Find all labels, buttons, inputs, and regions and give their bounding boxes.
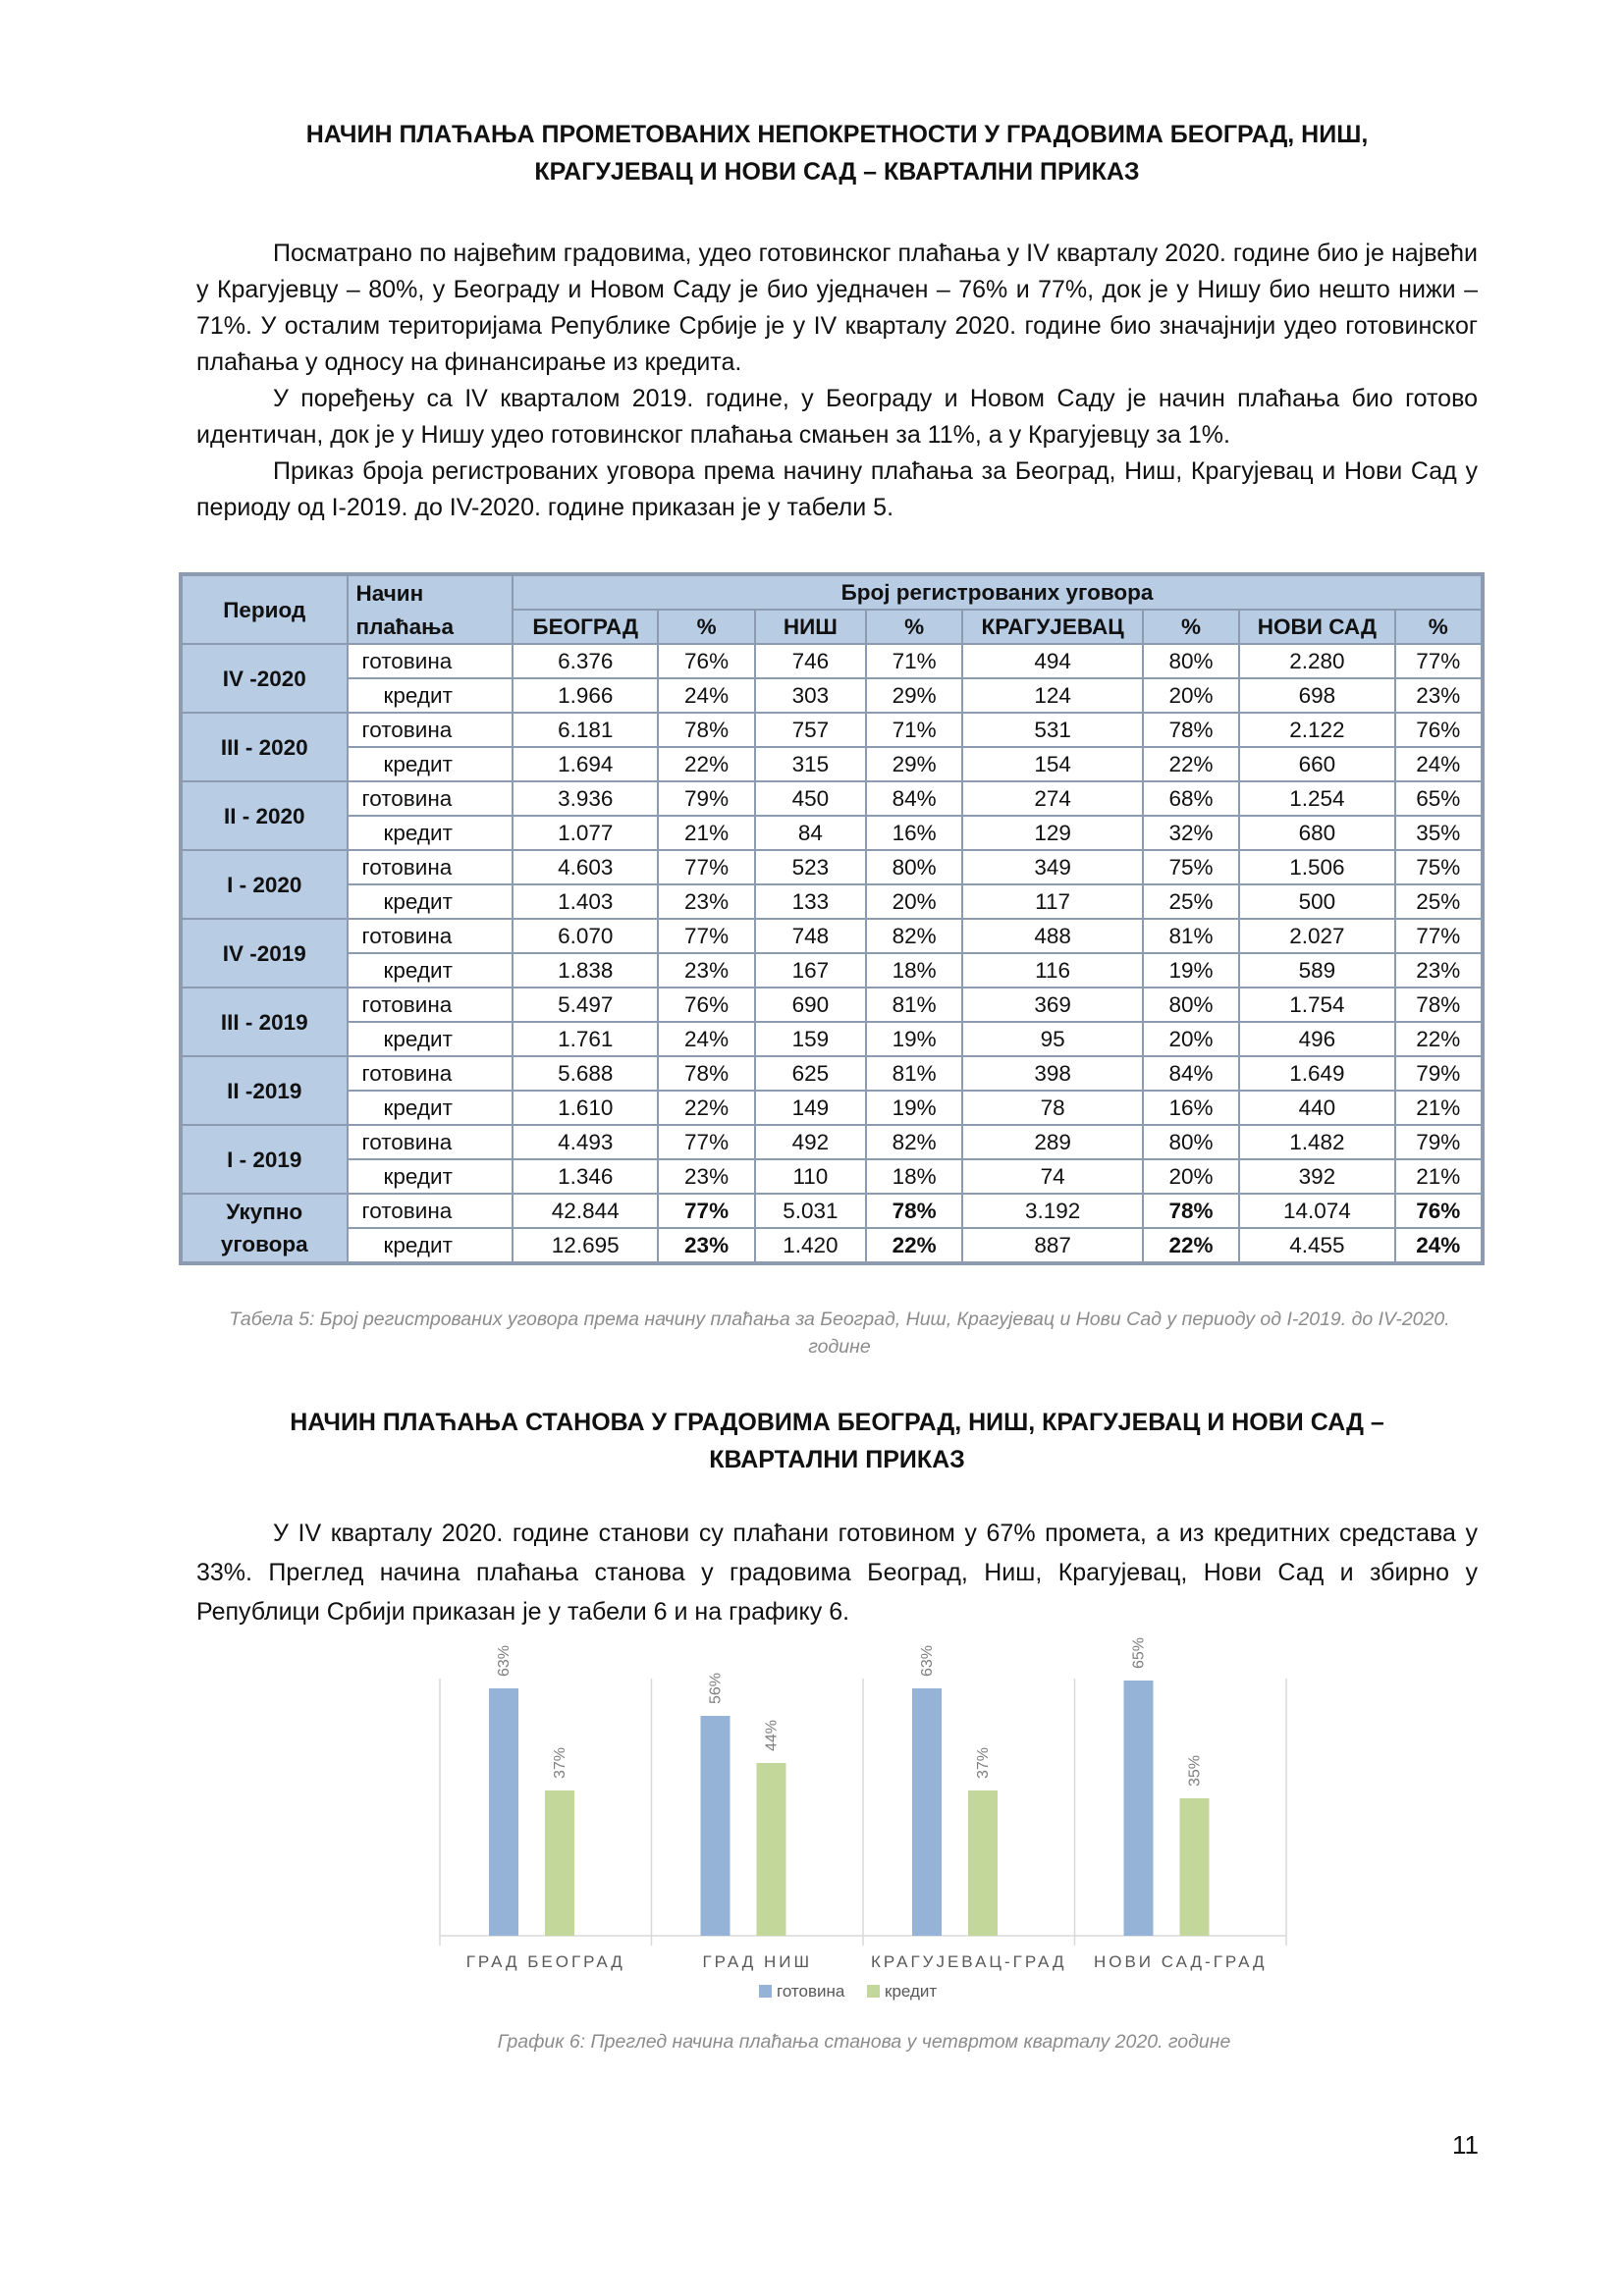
period-cell: III - 2020 — [181, 713, 348, 781]
count-cell: 95 — [962, 1022, 1143, 1056]
count-cell: 78 — [962, 1091, 1143, 1125]
percent-cell: 25% — [1143, 884, 1239, 919]
data-label: 37% — [975, 1746, 992, 1779]
data-label: 56% — [707, 1672, 725, 1704]
count-cell: 757 — [755, 713, 866, 747]
caption-table-5 — [206, 1306, 1473, 1361]
percent-cell: 78% — [1143, 713, 1239, 747]
count-cell: 42.844 — [513, 1194, 658, 1228]
count-cell: 6.070 — [513, 919, 658, 953]
percent-cell: 22% — [658, 747, 754, 781]
percent-cell: 16% — [866, 816, 962, 850]
count-cell: 1.610 — [513, 1091, 658, 1125]
count-cell: 369 — [962, 988, 1143, 1022]
count-cell: 4.603 — [513, 850, 658, 884]
header-method-line2: плаћања — [348, 610, 514, 644]
data-label: 35% — [1186, 1754, 1204, 1787]
count-cell: 589 — [1239, 953, 1394, 988]
count-cell: 1.077 — [513, 816, 658, 850]
percent-cell: 71% — [866, 713, 962, 747]
count-cell: 133 — [755, 884, 866, 919]
count-cell: 523 — [755, 850, 866, 884]
count-cell: 110 — [755, 1159, 866, 1194]
table-row — [181, 713, 1483, 747]
count-cell: 117 — [962, 884, 1143, 919]
count-cell: 1.420 — [755, 1228, 866, 1263]
paragraph-1: Посматрано по највећим градовима, удео готовинског плаћања у IV кварталу 2020. године био је највећи у Крагујевцу – 80%, у Београду и Новом Саду је био уједначен – 76% и 77%, док је у Нишу био нешто нижи – 71%. У осталим територијама Републике Србије је у IV кварталу 2020. године био значајнији удео готовинског плаћања у односу на финансирање из кредита. — [196, 240, 1478, 376]
period-cell — [181, 1194, 348, 1263]
percent-cell: 76% — [658, 644, 754, 678]
data-label: 44% — [763, 1719, 781, 1751]
percent-cell: 77% — [658, 850, 754, 884]
page-number: 11 — [1452, 2130, 1479, 2160]
percent-cell: 77% — [1395, 644, 1483, 678]
percent-cell: 77% — [1395, 919, 1483, 953]
percent-cell: 19% — [866, 1091, 962, 1125]
count-cell: 1.482 — [1239, 1125, 1394, 1159]
percent-cell: 79% — [1395, 1056, 1483, 1091]
percent-cell: 21% — [658, 816, 754, 850]
count-cell: 3.192 — [962, 1194, 1143, 1228]
data-label: 63% — [919, 1644, 936, 1677]
percent-cell: 22% — [1143, 747, 1239, 781]
percent-cell: 23% — [658, 953, 754, 988]
header-col: % — [658, 610, 754, 644]
caption-1: Табела 5: Број регистрованих уговора према начину плаћања за Београд, Ниш, Крагујевац и Нови Сад у периоду од I-2019. до IV-2020. године — [229, 1308, 1450, 1358]
percent-cell: 22% — [1143, 1228, 1239, 1263]
header-col: % — [1395, 610, 1483, 644]
percent-cell: 19% — [1143, 953, 1239, 988]
bar-cash — [912, 1688, 942, 1936]
table-row — [181, 816, 1483, 850]
intro-paragraphs — [196, 236, 1478, 526]
bar-cash — [489, 1688, 518, 1936]
header-period: Период — [181, 574, 348, 644]
category-label: КРАГУЈЕВАЦ-ГРАД — [871, 1952, 1067, 1971]
count-cell: 625 — [755, 1056, 866, 1091]
table-row — [181, 1159, 1483, 1194]
count-cell: 1.506 — [1239, 850, 1394, 884]
percent-cell: 78% — [1143, 1194, 1239, 1228]
count-cell: 5.031 — [755, 1194, 866, 1228]
table-row — [181, 953, 1483, 988]
count-cell: 274 — [962, 781, 1143, 816]
method-credit: кредит — [348, 1022, 514, 1056]
percent-cell: 25% — [1395, 884, 1483, 919]
count-cell: 4.455 — [1239, 1228, 1394, 1263]
count-cell: 4.493 — [513, 1125, 658, 1159]
caption-2: График 6: Преглед начина плаћања станова у четвртом кварталу 2020. године — [497, 2031, 1231, 2053]
percent-cell: 81% — [866, 988, 962, 1022]
percent-cell: 22% — [658, 1091, 754, 1125]
count-cell: 6.376 — [513, 644, 658, 678]
count-cell: 698 — [1239, 678, 1394, 713]
percent-cell: 77% — [658, 919, 754, 953]
count-cell: 3.936 — [513, 781, 658, 816]
count-cell: 1.649 — [1239, 1056, 1394, 1091]
method-credit: кредит — [348, 1091, 514, 1125]
percent-cell: 65% — [1395, 781, 1483, 816]
method-credit: кредит — [348, 884, 514, 919]
count-cell: 690 — [755, 988, 866, 1022]
table-row — [181, 678, 1483, 713]
count-cell: 748 — [755, 919, 866, 953]
legend-swatch — [867, 1985, 880, 1998]
percent-cell: 24% — [1395, 1228, 1483, 1263]
method-credit: кредит — [348, 1228, 514, 1263]
method-cash: готовина — [348, 1125, 514, 1159]
count-cell: 2.027 — [1239, 919, 1394, 953]
paragraph-2: У поређењу са IV кварталом 2019. године, у Београду и Новом Саду је начин плаћања био готово идентичан, док је у Нишу удео готовинског плаћања смањен за 11%, а у Крагујевцу за 1%. — [196, 385, 1478, 449]
table-row — [181, 781, 1483, 816]
count-cell: 660 — [1239, 747, 1394, 781]
percent-cell: 78% — [658, 1056, 754, 1091]
legend-swatch — [759, 1985, 772, 1998]
count-cell: 1.966 — [513, 678, 658, 713]
table-row — [181, 1056, 1483, 1091]
percent-cell: 75% — [1143, 850, 1239, 884]
header-method-line1: Начин — [348, 574, 514, 610]
percent-cell: 78% — [658, 713, 754, 747]
count-cell: 349 — [962, 850, 1143, 884]
count-cell: 74 — [962, 1159, 1143, 1194]
paragraph-4-wrap — [196, 1514, 1478, 1631]
percent-cell: 23% — [658, 1159, 754, 1194]
table-body — [181, 644, 1483, 1263]
count-cell: 12.695 — [513, 1228, 658, 1263]
bar-credit — [757, 1763, 786, 1936]
method-cash: готовина — [348, 919, 514, 953]
heading-2-line1: НАЧИН ПЛАЋАЊА СТАНОВА У ГРАДОВИМА БЕОГРАД, НИШ, КРАГУЈЕВАЦ И НОВИ САД – — [290, 1409, 1384, 1436]
percent-cell: 32% — [1143, 816, 1239, 850]
percent-cell: 23% — [1395, 953, 1483, 988]
percent-cell: 23% — [1395, 678, 1483, 713]
percent-cell: 76% — [658, 988, 754, 1022]
percent-cell: 18% — [866, 1159, 962, 1194]
period-cell: IV -2019 — [181, 919, 348, 988]
legend-label: готовина — [777, 1982, 845, 2001]
percent-cell: 79% — [658, 781, 754, 816]
heading-1 — [196, 116, 1478, 190]
count-cell: 159 — [755, 1022, 866, 1056]
table-row — [181, 644, 1483, 678]
header-col: % — [866, 610, 962, 644]
header-group: Број регистрованих уговора — [513, 574, 1483, 610]
percent-cell: 23% — [658, 884, 754, 919]
percent-cell: 80% — [1143, 988, 1239, 1022]
caption-chart-6 — [295, 2028, 1434, 2056]
percent-cell: 75% — [1395, 850, 1483, 884]
bar-cash — [701, 1716, 731, 1936]
percent-cell: 78% — [866, 1194, 962, 1228]
period-label: Укупно — [226, 1200, 303, 1224]
count-cell: 1.694 — [513, 747, 658, 781]
header-col: НИШ — [755, 610, 866, 644]
category-label: НОВИ САД-ГРАД — [1093, 1952, 1268, 1971]
count-cell: 6.181 — [513, 713, 658, 747]
count-cell: 680 — [1239, 816, 1394, 850]
table-row — [181, 1022, 1483, 1056]
percent-cell: 82% — [866, 1125, 962, 1159]
bar-credit — [968, 1790, 998, 1936]
count-cell: 5.688 — [513, 1056, 658, 1091]
percent-cell: 29% — [866, 747, 962, 781]
percent-cell: 81% — [1143, 919, 1239, 953]
count-cell: 289 — [962, 1125, 1143, 1159]
method-cash: готовина — [348, 713, 514, 747]
percent-cell: 21% — [1395, 1091, 1483, 1125]
count-cell: 5.497 — [513, 988, 658, 1022]
percent-cell: 20% — [1143, 1159, 1239, 1194]
period-label: уговора — [220, 1232, 308, 1256]
percent-cell: 80% — [866, 850, 962, 884]
table-row — [181, 988, 1483, 1022]
paragraph-4: У IV кварталу 2020. године станови су плаћани готовином у 67% промета, а из кредитних средстава у 33%. Преглед начина плаћања станова у градовима Београд, Ниш, Крагујевац, Нови Сад и збирно у Републици Србији приказан је у табели 6 и на графику 6. — [196, 1520, 1478, 1626]
percent-cell: 80% — [1143, 644, 1239, 678]
count-cell: 1.254 — [1239, 781, 1394, 816]
period-cell: II -2019 — [181, 1056, 348, 1125]
count-cell: 450 — [755, 781, 866, 816]
percent-cell: 29% — [866, 678, 962, 713]
count-cell: 531 — [962, 713, 1143, 747]
count-cell: 315 — [755, 747, 866, 781]
percent-cell: 20% — [1143, 1022, 1239, 1056]
method-credit: кредит — [348, 678, 514, 713]
data-label: 63% — [496, 1644, 513, 1677]
table-row — [181, 1194, 1483, 1228]
period-cell: III - 2019 — [181, 988, 348, 1056]
count-cell: 1.403 — [513, 884, 658, 919]
method-cash: готовина — [348, 850, 514, 884]
percent-cell: 77% — [658, 1194, 754, 1228]
percent-cell: 82% — [866, 919, 962, 953]
heading-1-line1: НАЧИН ПЛАЋАЊА ПРОМЕТОВАНИХ НЕПОКРЕТНОСТИ У ГРАДОВИМА БЕОГРАД, НИШ, — [305, 121, 1369, 148]
percent-cell: 77% — [658, 1125, 754, 1159]
percent-cell: 76% — [1395, 713, 1483, 747]
percent-cell: 84% — [1143, 1056, 1239, 1091]
percent-cell: 21% — [1395, 1159, 1483, 1194]
contracts-table — [179, 572, 1485, 1265]
count-cell: 14.074 — [1239, 1194, 1394, 1228]
percent-cell: 79% — [1395, 1125, 1483, 1159]
percent-cell: 24% — [658, 678, 754, 713]
percent-cell: 24% — [1395, 747, 1483, 781]
category-label: ГРАД НИШ — [702, 1952, 813, 1971]
table-row — [181, 1228, 1483, 1263]
count-cell: 154 — [962, 747, 1143, 781]
table-row — [181, 1091, 1483, 1125]
period-cell: I - 2019 — [181, 1125, 348, 1194]
category-label: ГРАД БЕОГРАД — [465, 1952, 625, 1971]
data-label: 37% — [552, 1746, 568, 1779]
percent-cell: 35% — [1395, 816, 1483, 850]
method-cash: готовина — [348, 1194, 514, 1228]
percent-cell: 84% — [866, 781, 962, 816]
count-cell: 488 — [962, 919, 1143, 953]
percent-cell: 20% — [866, 884, 962, 919]
percent-cell: 81% — [866, 1056, 962, 1091]
count-cell: 303 — [755, 678, 866, 713]
method-cash: готовина — [348, 1056, 514, 1091]
bar-credit — [1180, 1798, 1210, 1936]
percent-cell: 71% — [866, 644, 962, 678]
method-cash: готовина — [348, 781, 514, 816]
count-cell: 1.838 — [513, 953, 658, 988]
method-credit: кредит — [348, 1159, 514, 1194]
count-cell: 84 — [755, 816, 866, 850]
percent-cell: 20% — [1143, 678, 1239, 713]
percent-cell: 16% — [1143, 1091, 1239, 1125]
table-row — [181, 1125, 1483, 1159]
chart-container — [430, 1636, 1296, 2012]
percent-cell: 78% — [1395, 988, 1483, 1022]
count-cell: 392 — [1239, 1159, 1394, 1194]
count-cell: 1.761 — [513, 1022, 658, 1056]
method-cash: готовина — [348, 988, 514, 1022]
count-cell: 500 — [1239, 884, 1394, 919]
percent-cell: 80% — [1143, 1125, 1239, 1159]
percent-cell: 76% — [1395, 1194, 1483, 1228]
legend-label: кредит — [885, 1982, 938, 2001]
count-cell: 149 — [755, 1091, 866, 1125]
count-cell: 1.754 — [1239, 988, 1394, 1022]
count-cell: 496 — [1239, 1022, 1394, 1056]
count-cell: 2.122 — [1239, 713, 1394, 747]
period-cell: II - 2020 — [181, 781, 348, 850]
method-cash: готовина — [348, 644, 514, 678]
count-cell: 494 — [962, 644, 1143, 678]
count-cell: 1.346 — [513, 1159, 658, 1194]
percent-cell: 68% — [1143, 781, 1239, 816]
method-credit: кредит — [348, 816, 514, 850]
header-col: % — [1143, 610, 1239, 644]
percent-cell: 22% — [1395, 1022, 1483, 1056]
table-row — [181, 747, 1483, 781]
count-cell: 116 — [962, 953, 1143, 988]
percent-cell: 24% — [658, 1022, 754, 1056]
count-cell: 167 — [755, 953, 866, 988]
bar-chart — [430, 1636, 1296, 2012]
paragraph-3: Приказ броја регистрованих уговора према начину плаћања за Београд, Ниш, Крагујевац и Нови Сад у периоду од I-2019. до IV-2020. године приказан је у табели 5. — [196, 457, 1478, 521]
heading-2-line2: КВАРТАЛНИ ПРИКАЗ — [709, 1446, 965, 1473]
count-cell: 492 — [755, 1125, 866, 1159]
heading-1-line2: КРАГУЈЕВАЦ И НОВИ САД – КВАРТАЛНИ ПРИКАЗ — [534, 158, 1140, 186]
count-cell: 124 — [962, 678, 1143, 713]
bar-credit — [545, 1790, 574, 1936]
table-row — [181, 850, 1483, 884]
header-col: БЕОГРАД — [513, 610, 658, 644]
percent-cell: 23% — [658, 1228, 754, 1263]
table-row — [181, 919, 1483, 953]
count-cell: 129 — [962, 816, 1143, 850]
period-cell: I - 2020 — [181, 850, 348, 919]
header-col: КРАГУЈЕВАЦ — [962, 610, 1143, 644]
method-credit: кредит — [348, 953, 514, 988]
percent-cell: 22% — [866, 1228, 962, 1263]
count-cell: 887 — [962, 1228, 1143, 1263]
bar-cash — [1124, 1681, 1154, 1936]
percent-cell: 19% — [866, 1022, 962, 1056]
count-cell: 440 — [1239, 1091, 1394, 1125]
data-label: 65% — [1130, 1636, 1148, 1669]
percent-cell: 18% — [866, 953, 962, 988]
count-cell: 398 — [962, 1056, 1143, 1091]
heading-2 — [196, 1404, 1478, 1478]
header-col: НОВИ САД — [1239, 610, 1394, 644]
count-cell: 746 — [755, 644, 866, 678]
period-cell: IV -2020 — [181, 644, 348, 713]
method-credit: кредит — [348, 747, 514, 781]
count-cell: 2.280 — [1239, 644, 1394, 678]
table-row — [181, 884, 1483, 919]
